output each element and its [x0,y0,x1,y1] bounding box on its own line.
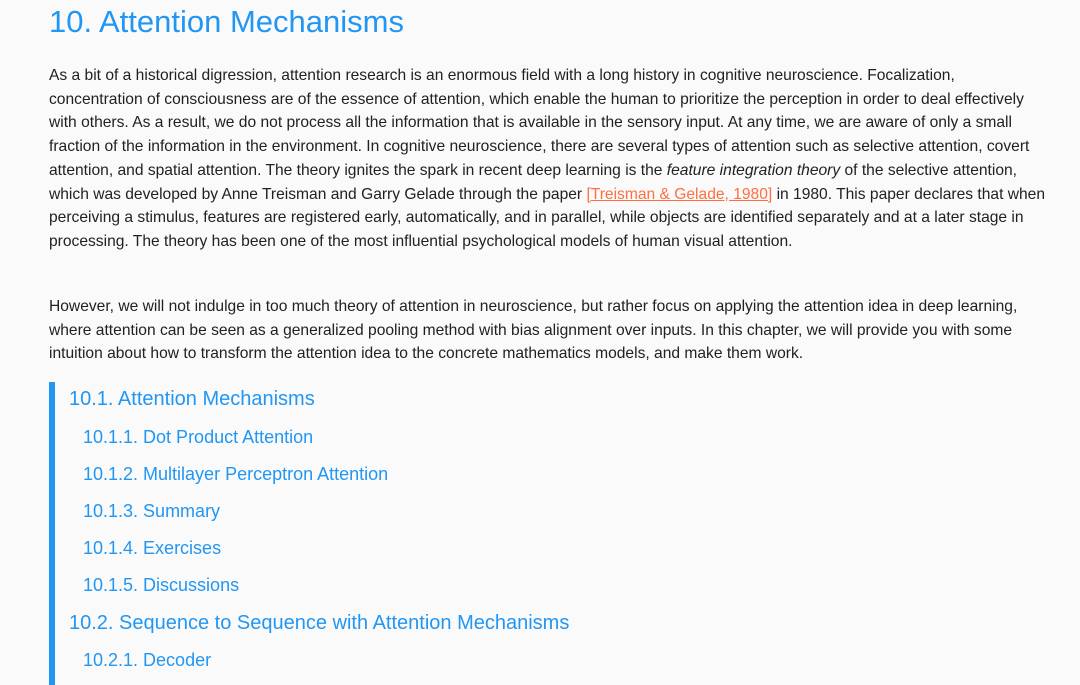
toc-link-10-2-1-decoder[interactable]: 10.2.1. Decoder [83,650,212,670]
toc-link-10-1-3-summary[interactable]: 10.1.3. Summary [83,501,221,521]
table-of-contents [49,382,755,685]
toc-link-10-1-2-multilayer-perceptron-attention[interactable]: 10.1.2. Multilayer Perceptron Attention [83,464,389,484]
feature-integration-theory-emphasis: feature integration theory [666,161,841,179]
toc-link-10-1-5-discussions[interactable]: 10.1.5. Discussions [83,575,240,595]
page-title: 10. Attention Mechanisms [49,4,404,39]
intro-text-part-b: of the selective attention, which was developed by Anne Treisman and Garry Gelade through the paper [49,161,1018,203]
toc-link-10-2-seq2seq-attention[interactable]: 10.2. Sequence to Sequence with Attention Mechanisms [69,612,570,634]
citation-link-treisman-gelade[interactable]: [Treisman & Gelade, 1980] [586,185,773,203]
toc-link-10-1-attention-mechanisms[interactable]: 10.1. Attention Mechanisms [69,388,315,410]
toc-link-10-1-1-dot-product-attention[interactable]: 10.1.1. Dot Product Attention [83,427,314,447]
toc-link-10-1-4-exercises[interactable]: 10.1.4. Exercises [83,538,222,558]
intro-text-part-c: in 1980. This paper declares that when perceiving a stimulus, features are registered early, automatically, and in parallel, while objects are identified separately and at a later stage in processing. The theory has been one of the most influential psychological models of human visual attention. [49,185,1046,250]
intro-paragraph [49,64,1045,254]
chapter-scope-paragraph: However, we will not indulge in too much theory of attention in neuroscience, but rather focus on applying the attention idea in deep learning, where attention can be seen as a generalized pooling method with bias alignment over inputs. In this chapter, we will provide you with some intuition about how to transform the attention idea to the concrete mathematics models, and make them work. [49,298,1018,363]
intro-text-part-a: As a bit of a historical digression, attention research is an enormous field with a long history in cognitive neuroscience. Focalization, concentration of consciousness are of the essence of attention, which enable the human to prioritize the perception in order to deal effectively with others. As a result, we do not process all the information that is available in the sensory input. At any time, we are aware of only a small fraction of the information in the environment. In cognitive neuroscience, there are several types of attention such as selective attention, covert attention, and spatial attention. The theory ignites the spark in recent deep learning is the [49,67,1030,179]
